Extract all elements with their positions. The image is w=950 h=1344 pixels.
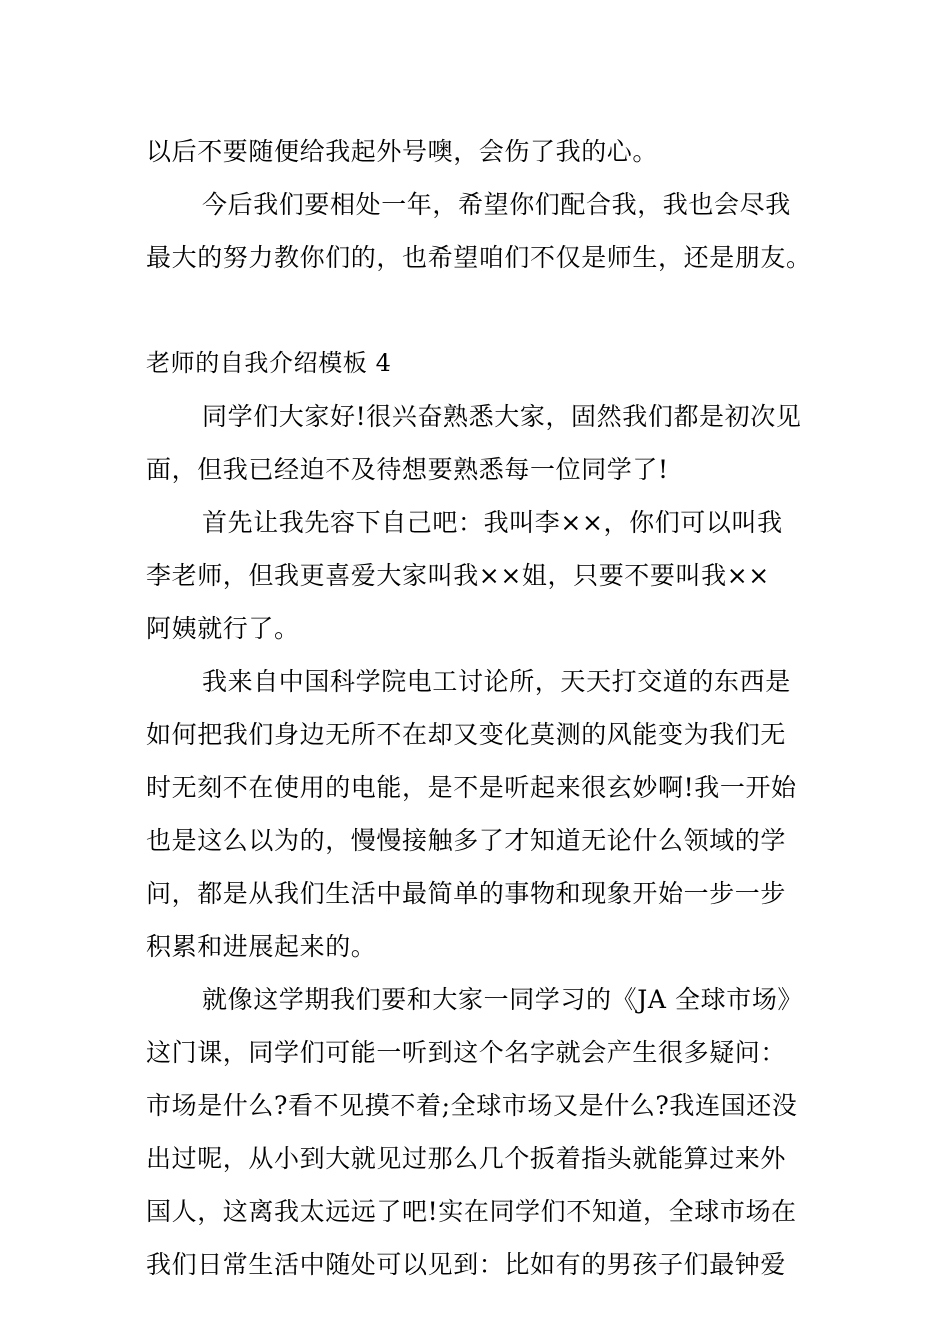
paragraph-start-line: 我来自中国科学院电工讨论所，天天打交道的东西是 <box>202 667 791 696</box>
text-line: 最大的努力教你们的，也希望咱们不仅是师生，还是朋友。 <box>146 243 812 272</box>
text-line: 积累和进展起来的。 <box>146 932 377 961</box>
text-line: 出过呢，从小到大就见过那么几个扳着指头就能算过来外 <box>146 1144 787 1173</box>
text-line: 市场是什么?看不见摸不着;全球市场又是什么?我连国还没 <box>146 1091 798 1120</box>
text-line: 如何把我们身边无所不在却又变化莫测的风能变为我们无 <box>146 720 787 749</box>
text-line: 面，但我已经迫不及待想要熟悉每一位同学了! <box>146 455 669 484</box>
section-heading: 老师的自我介绍模板 4 <box>146 349 392 377</box>
paragraph-start-line: 同学们大家好!很兴奋熟悉大家，固然我们都是初次见 <box>202 402 802 431</box>
text-line: 李老师，但我更喜爱大家叫我××姐，只要不要叫我×× <box>146 561 770 590</box>
paragraph-start-line: 今后我们要相处一年，希望你们配合我，我也会尽我 <box>202 190 791 219</box>
paragraph-start-line: 首先让我先容下自己吧：我叫李××，你们可以叫我 <box>202 508 783 537</box>
text-line: 也是这么以为的，慢慢接触多了才知道无论什么领域的学 <box>146 826 787 855</box>
text-line: 时无刻不在使用的电能，是不是听起来很玄妙啊!我一开始 <box>146 773 797 802</box>
document-body <box>146 125 810 1291</box>
text-line: 我们日常生活中随处可以见到：比如有的男孩子们最钟爱 <box>146 1250 787 1279</box>
text-line: 阿姨就行了。 <box>146 614 300 643</box>
text-line: 以后不要随便给我起外号噢，会伤了我的心。 <box>146 137 659 166</box>
paragraph-gap <box>146 284 810 337</box>
text-line: 国人，这离我太远远了吧!实在同学们不知道，全球市场在 <box>146 1197 797 1226</box>
text-line: 这门课，同学们可能一听到这个名字就会产生很多疑问： <box>146 1038 787 1067</box>
text-line: 问，都是从我们生活中最简单的事物和现象开始一步一步 <box>146 879 787 908</box>
paragraph-start-line: 就像这学期我们要和大家一同学习的《JA 全球市场》 <box>202 985 804 1014</box>
